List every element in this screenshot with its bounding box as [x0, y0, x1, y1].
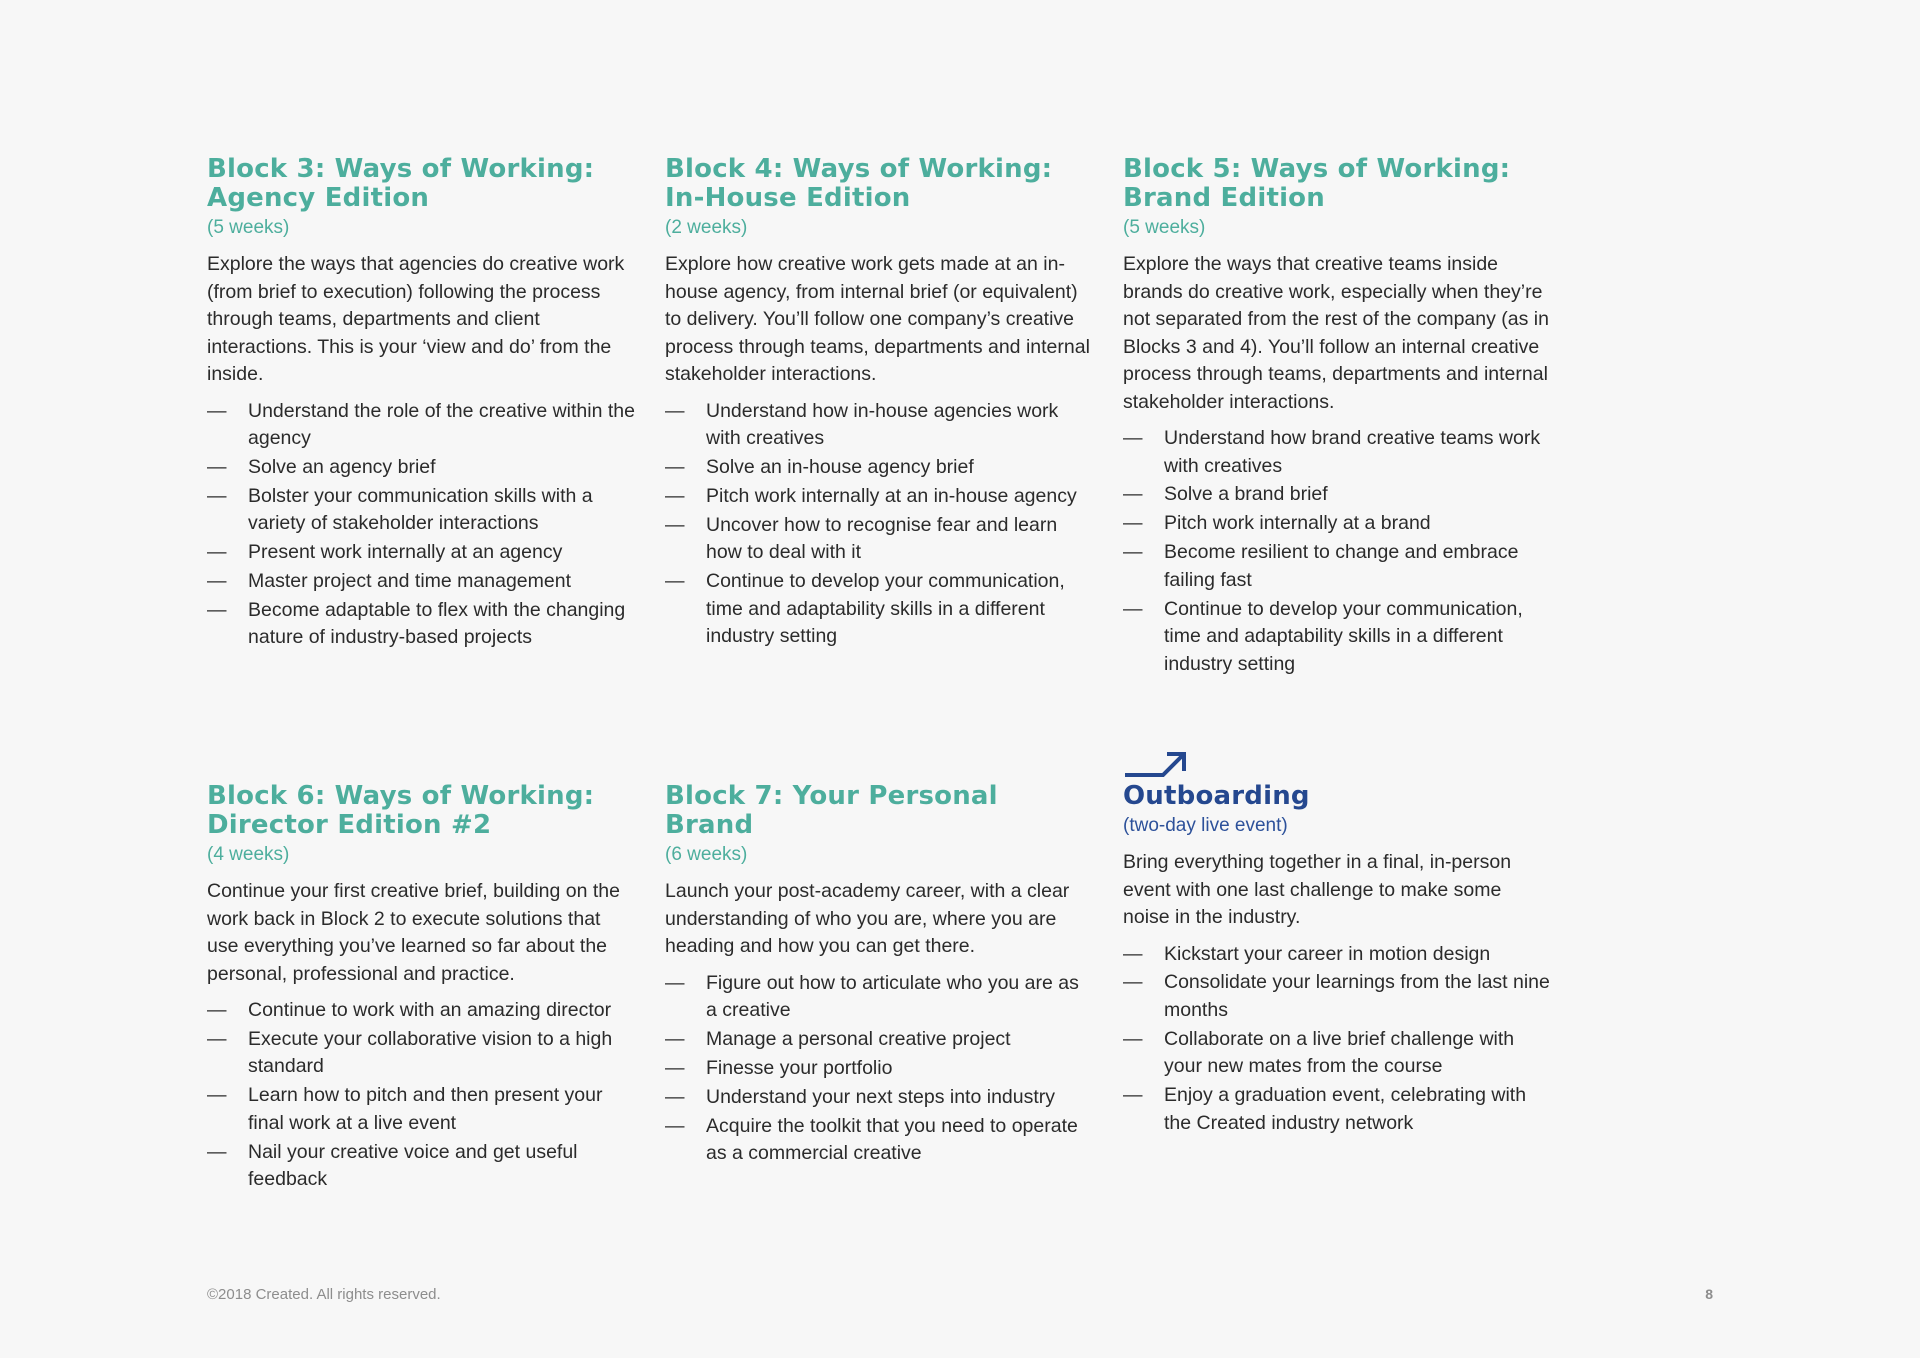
block-intro: Bring everything together in a final, in-person event with one last challenge to make some noise in the industry.	[1123, 851, 1512, 928]
list-item: — Understand how in-house agencies work with creatives	[665, 399, 1059, 449]
copyright-notice: ©2018 Created. All rights reserved.	[207, 1286, 441, 1303]
block-intro: Continue your first creative brief, building on the work back in Block 2 to execute solutions that use everything you’ve learned so far about the personal, professional and practice.	[207, 880, 620, 985]
block-6	[207, 782, 637, 1195]
block-duration: (2 weeks)	[665, 217, 748, 238]
list-item: — Solve a brand brief	[1123, 483, 1328, 506]
block-duration: (two-day live event)	[1123, 815, 1288, 836]
list-item: — Continue to develop your communication, time and adaptability skills in a different industry setting	[1123, 597, 1523, 675]
block-intro: Explore the ways that agencies do creative work (from brief to execution) following the process through teams, departments and client interactions. This is your ‘view and do’ from the inside.	[207, 253, 625, 385]
block-title: Block 3: Ways of Working: Agency Edition	[207, 154, 595, 213]
block-list	[1123, 425, 1553, 678]
block-title: Block 5: Ways of Working: Brand Edition	[1123, 154, 1511, 213]
list-item: — Enjoy a graduation event, celebrating with the Created industry network	[1123, 1084, 1527, 1134]
block-title: Block 6: Ways of Working: Director Edition #2	[207, 781, 595, 840]
page-number: 8	[1705, 1286, 1713, 1302]
list-item: — Pitch work internally at a brand	[1123, 512, 1431, 535]
list-item: — Execute your collaborative vision to a high standard	[207, 1027, 613, 1078]
block-intro: Explore how creative work gets made at an in-house agency, from internal brief (or equivalent) to delivery. You’ll follow one company’s creative process through teams, departments and internal stakeholder interactions.	[665, 253, 1090, 385]
list-item: — Understand the role of the creative within the agency	[207, 399, 635, 449]
list-item: — Understand how brand creative teams work with creatives	[1123, 427, 1541, 477]
outboarding	[1123, 750, 1553, 1139]
block-title: Block 7: Your Personal Brand	[665, 781, 998, 840]
list-item: — Learn how to pitch and then present your final work at a live event	[207, 1084, 603, 1134]
block-duration: (5 weeks)	[1123, 217, 1206, 238]
block-list	[1123, 941, 1553, 1138]
block-list	[207, 997, 637, 1194]
list-item: — Pitch work internally at an in-house agency	[665, 484, 1077, 507]
block-list	[665, 398, 1095, 651]
list-item: — Finesse your portfolio	[665, 1056, 893, 1079]
arrow-icon	[1123, 750, 1189, 778]
block-list	[207, 398, 637, 652]
list-item: — Figure out how to articulate who you are as a creative	[665, 971, 1079, 1021]
list-item: — Understand your next steps into industry	[665, 1085, 1056, 1108]
block-duration: (4 weeks)	[207, 844, 290, 865]
list-item: — Solve an in-house agency brief	[665, 455, 974, 478]
block-7	[665, 782, 1095, 1169]
block-5	[1123, 155, 1553, 679]
block-3	[207, 155, 637, 653]
list-item: — Become adaptable to flex with the changing nature of industry-based projects	[207, 598, 626, 649]
list-item: — Kickstart your career in motion design	[1123, 942, 1491, 965]
block-title: Outboarding	[1123, 781, 1310, 811]
block-title: Block 4: Ways of Working: In-House Edition	[665, 154, 1053, 213]
list-item: — Uncover how to recognise fear and learn how to deal with it	[665, 513, 1058, 564]
list-item: — Continue to work with an amazing director	[207, 999, 612, 1021]
list-item: — Continue to develop your communication, time and adaptability skills in a different industry setting	[665, 570, 1065, 648]
list-item: — Bolster your communication skills with a variety of stakeholder interactions	[207, 484, 593, 535]
list-item: — Solve an agency brief	[207, 455, 436, 478]
list-item: — Present work internally at an agency	[207, 541, 563, 564]
block-duration: (5 weeks)	[207, 217, 290, 238]
list-item: — Acquire the toolkit that you need to operate as a commercial creative	[665, 1114, 1078, 1165]
list-item: — Master project and time management	[207, 570, 571, 593]
list-item: — Collaborate on a live brief challenge with your new mates from the course	[1123, 1027, 1515, 1078]
block-intro: Explore the ways that creative teams inside brands do creative work, especially when they’re not separated from the rest of the company (as in Blocks 3 and 4). You’ll follow an internal creative process through teams, departments and internal stakeholder interactions.	[1123, 253, 1549, 413]
list-item: — Nail your creative voice and get useful feedback	[207, 1140, 578, 1191]
block-4	[665, 155, 1095, 652]
block-list	[665, 970, 1095, 1168]
block-intro: Launch your post-academy career, with a clear understanding of who you are, where you are heading and how you can get there.	[665, 880, 1070, 957]
block-duration: (6 weeks)	[665, 844, 748, 865]
list-item: — Become resilient to change and embrace failing fast	[1123, 541, 1519, 591]
list-item: — Consolidate your learnings from the last nine months	[1123, 971, 1550, 1021]
list-item: — Manage a personal creative project	[665, 1027, 1011, 1050]
